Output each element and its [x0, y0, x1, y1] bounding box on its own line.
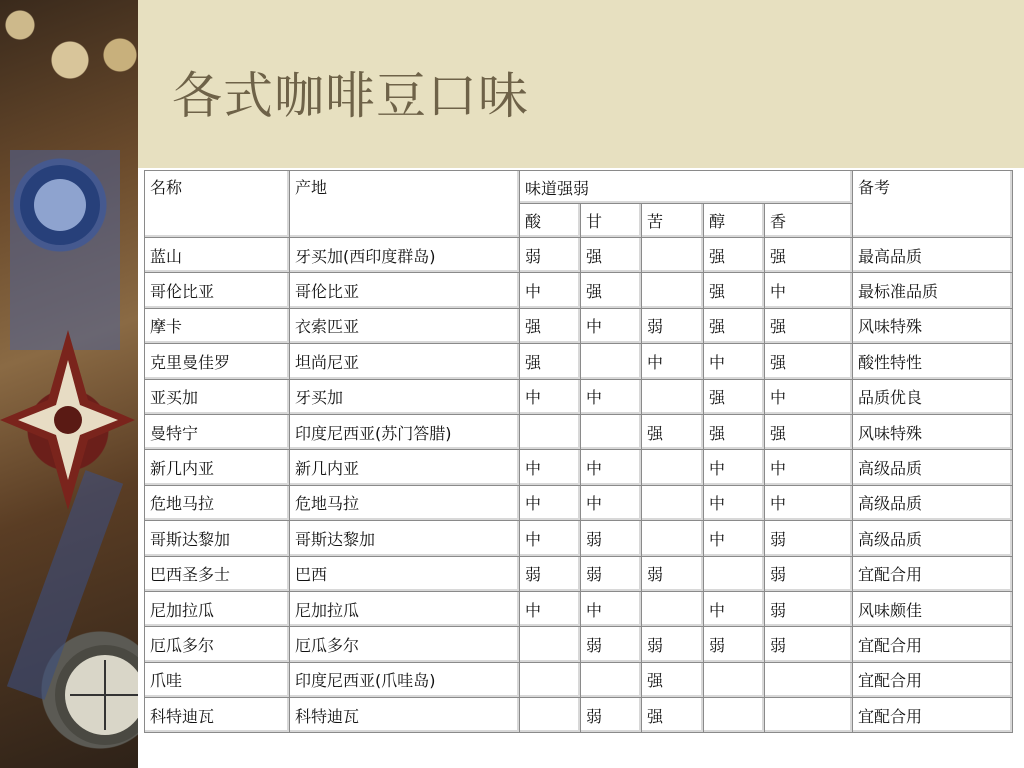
cell-origin: 危地马拉: [290, 485, 520, 520]
cell-name: 哥伦比亚: [145, 273, 290, 308]
cell-acidity: 中: [520, 591, 581, 626]
cell-origin: 新几内亚: [290, 450, 520, 485]
cell-notes: 宜配合用: [853, 662, 1013, 697]
cell-name: 克里曼佳罗: [145, 344, 290, 379]
cell-sweetness: 中: [581, 308, 642, 343]
table-row: [145, 662, 1013, 697]
cell-name: 危地马拉: [145, 485, 290, 520]
cell-acidity: 弱: [520, 238, 581, 273]
cell-name: 哥斯达黎加: [145, 521, 290, 556]
cell-bitterness: [642, 379, 704, 414]
cell-aroma: 中: [765, 450, 853, 485]
cell-aroma: 弱: [765, 627, 853, 662]
cell-bitterness: 中: [642, 344, 704, 379]
cell-body: 强: [704, 273, 765, 308]
cell-notes: 风味颇佳: [853, 591, 1013, 626]
cell-origin: 衣索匹亚: [290, 308, 520, 343]
cell-bitterness: 强: [642, 662, 704, 697]
table-row: [145, 344, 1013, 379]
cell-acidity: [520, 627, 581, 662]
header-flavor-group: 味道强弱: [520, 171, 853, 204]
cell-sweetness: 强: [581, 273, 642, 308]
cell-aroma: [765, 662, 853, 697]
cell-name: 曼特宁: [145, 414, 290, 449]
cell-aroma: 中: [765, 273, 853, 308]
cell-name: 亚买加: [145, 379, 290, 414]
cell-sweetness: [581, 414, 642, 449]
cell-bitterness: 强: [642, 698, 704, 733]
table-row: [145, 379, 1013, 414]
cell-name: 爪哇: [145, 662, 290, 697]
cell-body: [704, 556, 765, 591]
cell-origin: 牙买加(西印度群岛): [290, 238, 520, 273]
cell-bitterness: [642, 450, 704, 485]
cell-bitterness: 弱: [642, 556, 704, 591]
cell-name: 厄瓜多尔: [145, 627, 290, 662]
cell-bitterness: 强: [642, 414, 704, 449]
medal-illustration: [0, 0, 138, 768]
cell-sweetness: 弱: [581, 627, 642, 662]
cell-acidity: 弱: [520, 556, 581, 591]
cell-notes: 风味特殊: [853, 414, 1013, 449]
cell-aroma: 强: [765, 238, 853, 273]
cell-name: 蓝山: [145, 238, 290, 273]
cell-name: 摩卡: [145, 308, 290, 343]
cell-name: 尼加拉瓜: [145, 591, 290, 626]
header-acidity: 酸: [520, 204, 581, 238]
cell-sweetness: 中: [581, 591, 642, 626]
cell-origin: 厄瓜多尔: [290, 627, 520, 662]
cell-notes: 最标准品质: [853, 273, 1013, 308]
cell-notes: 宜配合用: [853, 556, 1013, 591]
cell-aroma: 中: [765, 379, 853, 414]
cell-sweetness: 强: [581, 238, 642, 273]
table-row: [145, 414, 1013, 449]
cell-acidity: 中: [520, 485, 581, 520]
cell-sweetness: 弱: [581, 698, 642, 733]
cell-acidity: 中: [520, 379, 581, 414]
cell-notes: 最高品质: [853, 238, 1013, 273]
cell-aroma: 中: [765, 485, 853, 520]
cell-body: 强: [704, 414, 765, 449]
cell-notes: 高级品质: [853, 485, 1013, 520]
cell-origin: 坦尚尼亚: [290, 344, 520, 379]
cell-body: 弱: [704, 627, 765, 662]
cell-aroma: 强: [765, 308, 853, 343]
cell-bitterness: [642, 485, 704, 520]
cell-origin: 哥伦比亚: [290, 273, 520, 308]
cell-sweetness: [581, 344, 642, 379]
cell-sweetness: [581, 662, 642, 697]
cell-aroma: 弱: [765, 556, 853, 591]
header-aroma: 香: [765, 204, 853, 238]
cell-body: 中: [704, 521, 765, 556]
cell-origin: 巴西: [290, 556, 520, 591]
cell-acidity: 中: [520, 521, 581, 556]
table-row: [145, 521, 1013, 556]
decorative-side-image: [0, 0, 138, 768]
cell-origin: 牙买加: [290, 379, 520, 414]
cell-sweetness: 中: [581, 485, 642, 520]
cell-acidity: [520, 414, 581, 449]
cell-acidity: [520, 698, 581, 733]
cell-body: 中: [704, 450, 765, 485]
cell-bitterness: 弱: [642, 308, 704, 343]
table-row: [145, 485, 1013, 520]
cell-origin: 尼加拉瓜: [290, 591, 520, 626]
table-row: [145, 556, 1013, 591]
cell-body: 中: [704, 485, 765, 520]
table-row: [145, 238, 1013, 273]
cell-aroma: 弱: [765, 521, 853, 556]
coffee-flavor-table: [144, 170, 1013, 733]
table-row: [145, 591, 1013, 626]
cell-notes: 宜配合用: [853, 698, 1013, 733]
cell-body: 强: [704, 379, 765, 414]
cell-bitterness: 弱: [642, 627, 704, 662]
cell-acidity: [520, 662, 581, 697]
header-notes: 备考: [853, 171, 1013, 238]
cell-body: [704, 662, 765, 697]
cell-body: [704, 698, 765, 733]
cell-body: 强: [704, 238, 765, 273]
header-name: 名称: [145, 171, 290, 238]
cell-notes: 高级品质: [853, 521, 1013, 556]
cell-aroma: [765, 698, 853, 733]
cell-acidity: 强: [520, 344, 581, 379]
cell-notes: 品质优良: [853, 379, 1013, 414]
header-row: [145, 171, 1013, 204]
cell-sweetness: 中: [581, 379, 642, 414]
slide-title: 各式咖啡豆口味: [172, 67, 529, 125]
cell-bitterness: [642, 238, 704, 273]
cell-bitterness: [642, 273, 704, 308]
table-row: [145, 450, 1013, 485]
cell-notes: 宜配合用: [853, 627, 1013, 662]
cell-name: 巴西圣多士: [145, 556, 290, 591]
cell-aroma: 强: [765, 414, 853, 449]
cell-aroma: 弱: [765, 591, 853, 626]
cell-sweetness: 中: [581, 450, 642, 485]
cell-body: 中: [704, 344, 765, 379]
cell-origin: 印度尼西亚(苏门答腊): [290, 414, 520, 449]
cell-notes: 风味特殊: [853, 308, 1013, 343]
cell-acidity: 中: [520, 450, 581, 485]
header-body: 醇: [704, 204, 765, 238]
cell-origin: 哥斯达黎加: [290, 521, 520, 556]
header-sweetness: 甘: [581, 204, 642, 238]
cell-acidity: 中: [520, 273, 581, 308]
cell-acidity: 强: [520, 308, 581, 343]
table-row: [145, 273, 1013, 308]
cell-notes: 酸性特性: [853, 344, 1013, 379]
cell-body: 中: [704, 591, 765, 626]
cell-name: 新几内亚: [145, 450, 290, 485]
cell-body: 强: [704, 308, 765, 343]
cell-name: 科特迪瓦: [145, 698, 290, 733]
cell-notes: 高级品质: [853, 450, 1013, 485]
cell-sweetness: 弱: [581, 521, 642, 556]
table-container: [140, 168, 1018, 768]
cell-origin: 印度尼西亚(爪哇岛): [290, 662, 520, 697]
table-row: [145, 308, 1013, 343]
cell-bitterness: [642, 591, 704, 626]
cell-bitterness: [642, 521, 704, 556]
cell-origin: 科特迪瓦: [290, 698, 520, 733]
header-bitterness: 苦: [642, 204, 704, 238]
header-origin: 产地: [290, 171, 520, 238]
cell-sweetness: 弱: [581, 556, 642, 591]
table-row: [145, 627, 1013, 662]
cell-aroma: 强: [765, 344, 853, 379]
table-row: [145, 698, 1013, 733]
